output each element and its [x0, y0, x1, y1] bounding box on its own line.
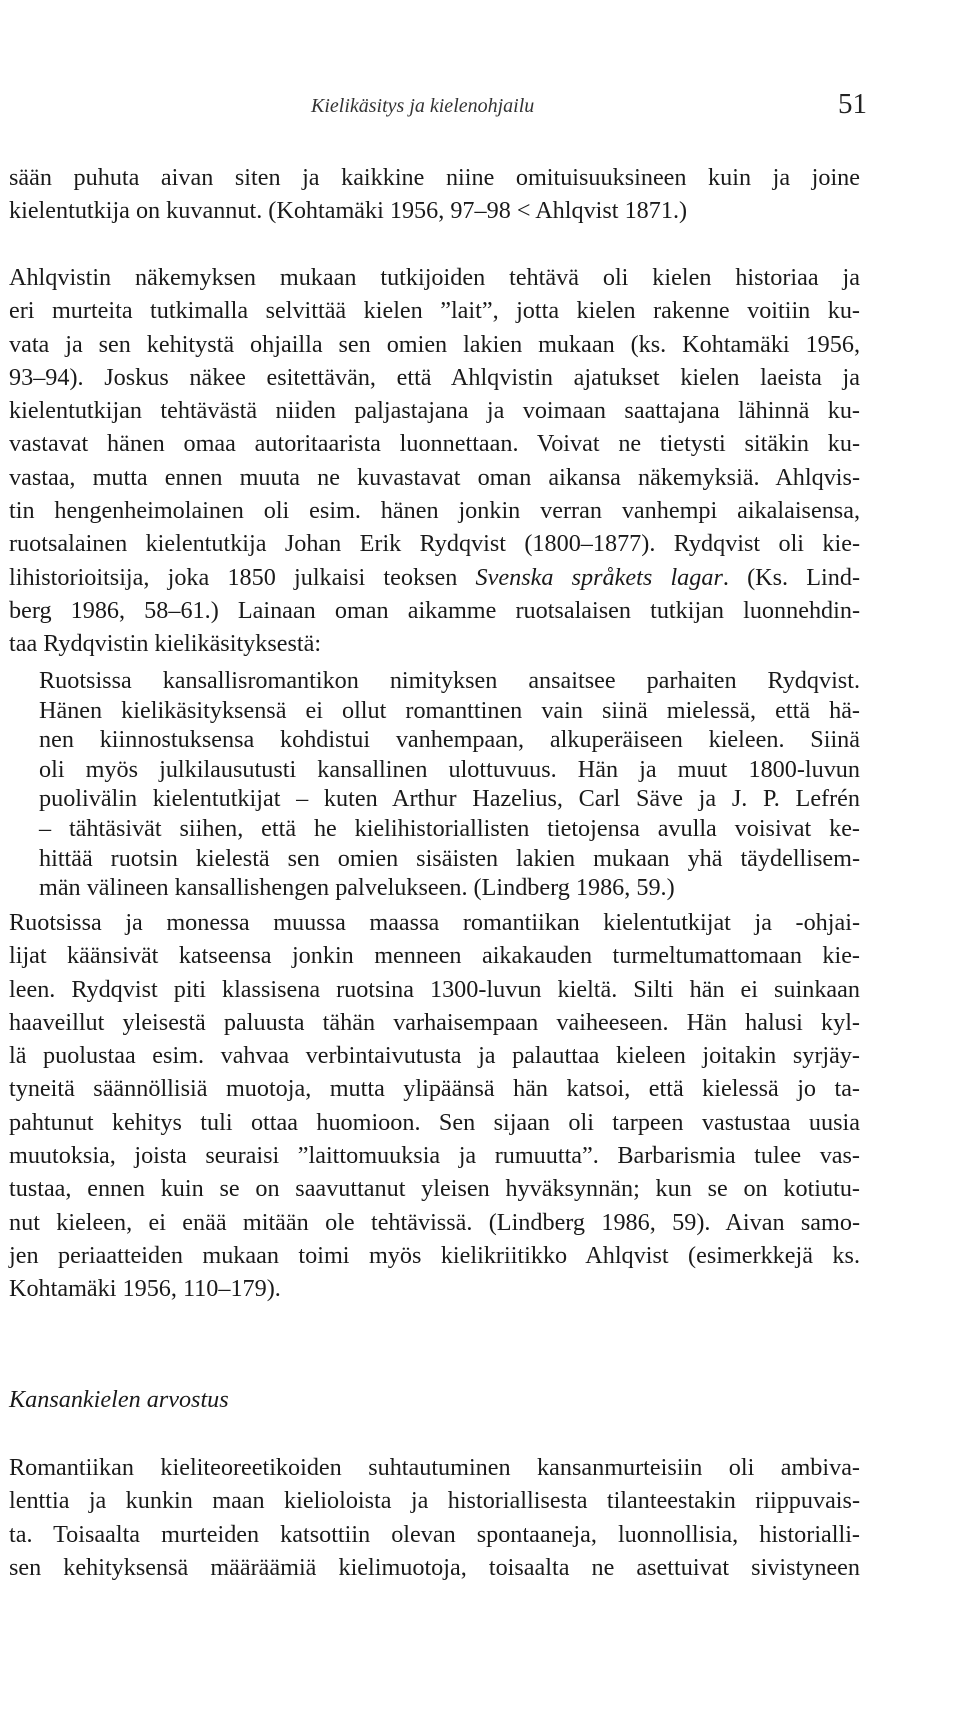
section-heading: Kansankielen arvostus — [9, 1386, 229, 1413]
book-title: Svenska språkets lagar — [475, 563, 723, 591]
text-line: haaveillut yleisestä paluusta tähän varhaisempaan vaiheeseen. Hän halusi kyl- — [9, 1008, 860, 1036]
quote-line: oli myös julkilausutusti kansallinen ulottuvuus. Hän ja muut 1800-luvun — [39, 755, 860, 783]
text-line: nut kieleen, ei enää mitään ole tehtävissä. (Lindberg 1986, 59). Aivan samo- — [9, 1208, 860, 1236]
quote-line: Hänen kielikäsityksensä ei ollut romanttinen vain siinä mielessä, että hä- — [39, 696, 860, 724]
text-line: muutoksia, joista seuraisi ”laittomuuksia ja rumuutta”. Barbarismia tulee vas- — [9, 1142, 860, 1170]
text-line: kielentutkija on kuvannut. (Kohtamäki 1956, 97–98 < Ahlqvist 1871.) — [9, 197, 688, 225]
text-line: kielentutkijan tehtävästä niiden paljastajana ja voimaan saattajana lähinnä ku- — [9, 397, 860, 425]
paragraph-continuation — [9, 161, 860, 228]
text-segment: lihistorioitsija, joka 1850 julkaisi teoksen — [9, 563, 476, 591]
text-line: ruotsalainen kielentutkija Johan Erik Rydqvist (1800–1877). Rydqvist oli kie- — [9, 530, 860, 558]
running-title: Kielikäsitys ja kielenohjailu — [311, 95, 535, 117]
paragraph-folk-language — [9, 1451, 860, 1584]
quote-line: Ruotsissa kansallisromantikon nimityksen ansaitsee parhaiten Rydqvist. — [39, 667, 860, 694]
text-line-with-title — [9, 561, 860, 594]
text-line: vata ja sen kehitystä ohjailla sen omien lakien mukaan (ks. Kohtamäki 1956, — [9, 330, 860, 358]
text-line: ta. Toisaalta murteiden katsottiin olevan spontaaneja, luonnollisia, historialli- — [9, 1520, 860, 1548]
text-line: leen. Rydqvist piti klassisena ruotsina 1300-luvun kieltä. Silti hän ei suinkaan — [9, 975, 860, 1003]
text-line: Ruotsissa ja monessa muussa maassa romantiikan kielentutkijat ja -ohjai- — [9, 909, 860, 936]
text-line: pahtunut kehitys tuli ottaa huomioon. Sen sijaan oli tarpeen vastustaa uusia — [9, 1108, 860, 1136]
text-line: tin hengenheimolainen oli esim. hänen jonkin verran vanhempi aikalaisensa, — [9, 497, 860, 525]
text-line: eri murteita tutkimalla selvittää kielen ”lait”, jotta kielen rakenne voitiin ku- — [9, 297, 860, 325]
text-line: sen kehityksensä määräämiä kielimuotoja, toisaalta ne asettuivat sivistyneen — [9, 1553, 860, 1581]
text-line: tustaa, ennen kuin se on saavuttanut yleisen hyväksynnän; kun se on kotiutu- — [9, 1175, 860, 1203]
text-line: jen periaatteiden mukaan toimi myös kielikriitikko Ahlqvist (esimerkkejä ks. — [9, 1241, 860, 1269]
quote-line: hittää ruotsin kielestä sen omien sisäisten lakien mukaan yhä täydellisem- — [39, 844, 860, 872]
quote-line: – tähtäsivät siihen, että he kielihistoriallisten tietojensa avulla voisivat ke- — [39, 814, 860, 842]
quote-line: puolivälin kielentutkijat – kuten Arthur Hazelius, Carl Säve ja J. P. Lefrén — [39, 785, 860, 813]
paragraph-romantics — [9, 906, 860, 1306]
text-line: lä puolustaa esim. vahvaa verbintaivutusta ja palauttaa kieleen joitakin syrjäy- — [9, 1042, 860, 1070]
text-line: Ahlqvistin näkemyksen mukaan tutkijoiden tehtävä oli kielen historiaa ja — [9, 264, 860, 291]
text-line: Romantiikan kieliteoreetikoiden suhtautuminen kansanmurteisiin oli ambiva- — [9, 1454, 860, 1481]
text-line: vastaa, mutta ennen muuta ne kuvastavat oman aikansa näkemyksiä. Ahlqvis- — [9, 463, 860, 491]
page-number: 51 — [838, 88, 867, 120]
text-line: lijat käänsivät katseensa jonkin menneen aikakauden turmeltumattomaan kie- — [9, 942, 860, 970]
text-line: taa Rydqvistin kielikäsityksestä: — [9, 630, 322, 658]
paragraph-ahlqvist — [9, 261, 860, 661]
text-line: 93–94). Joskus näkee esitettävän, että Ahlqvistin ajatukset kielen laeista ja — [9, 363, 860, 391]
running-header — [0, 88, 960, 122]
text-line: vastavat hänen omaa autoritaarista luonnettaan. Voivat ne tietysti sitäkin ku- — [9, 430, 860, 458]
text-line: berg 1986, 58–61.) Lainaan oman aikamme ruotsalaisen tutkijan luonnehdin- — [9, 596, 860, 624]
quote-line: män välineen kansallishengen palvelukseen. (Lindberg 1986, 59.) — [39, 874, 675, 902]
text-line: sään puhuta aivan siten ja kaikkine niine omituisuuksineen kuin ja joine — [9, 164, 860, 191]
quote-line: nen kiinnostuksensa kohdistui vanhempaan, alkuperäiseen kieleen. Siinä — [39, 726, 860, 754]
text-line: tyneitä säännöllisiä muotoja, mutta ylipäänsä hän katsoi, että kielessä jo ta- — [9, 1075, 860, 1103]
text-line: Kohtamäki 1956, 110–179). — [9, 1275, 281, 1303]
text-line: lenttia ja kunkin maan kielioloista ja historiallisesta tilanteestakin riippuvais- — [9, 1487, 860, 1515]
block-quote — [39, 666, 860, 903]
text-segment: . (Ks. Lind- — [722, 563, 861, 591]
